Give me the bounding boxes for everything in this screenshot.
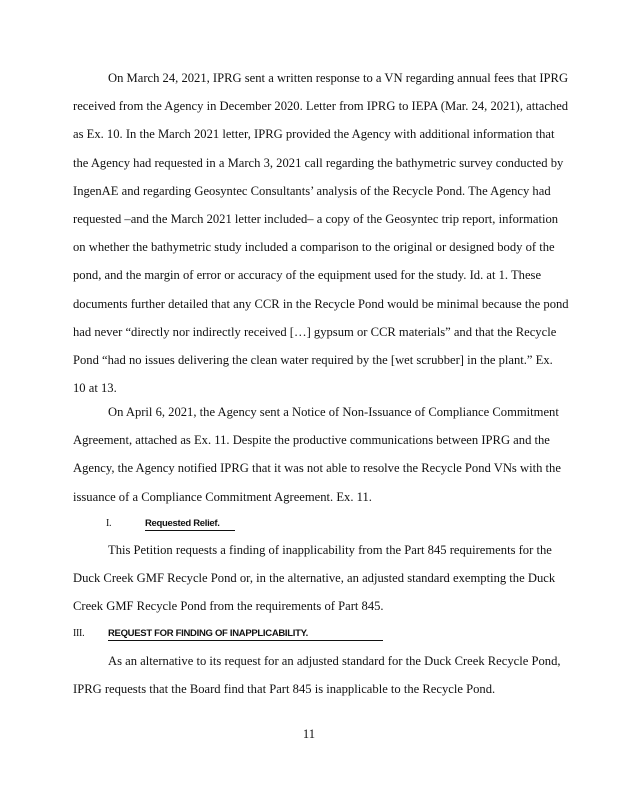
paragraph-alternative-request	[73, 647, 605, 703]
section-title: REQUEST FOR FINDING OF INAPPLICABILITY.	[108, 628, 308, 639]
text-line: IngenAE and regarding Geosyntec Consultants’ analysis of the Recycle Pond. The Agency had	[73, 183, 551, 198]
text-line: issuance of a Compliance Commitment Agreement. Ex. 11.	[73, 489, 372, 504]
section-number: III.	[73, 628, 85, 639]
text-line: requested –and the March 2021 letter included– a copy of the Geosyntec trip report, information	[73, 211, 559, 226]
text-line: received from the Agency in December 2020. Letter from IPRG to IEPA (Mar. 24, 2021), attached	[73, 99, 569, 114]
text-line: pond, and the margin of error or accuracy of the equipment used for the study. Id. at 1. These	[73, 268, 542, 283]
paragraph-petition-request	[73, 536, 605, 621]
text-line: Agency, the Agency notified IPRG that it was not able to resolve the Recycle Pond VNs with the	[73, 461, 561, 476]
text-line: on whether the bathymetric study included a comparison to the original or designed body of the	[73, 240, 555, 255]
text-line: IPRG requests that the Board find that Part 845 is inapplicable to the Recycle Pond.	[73, 682, 496, 697]
text-line: This Petition requests a finding of inapplicability from the Part 845 requirements for the	[108, 543, 552, 557]
paragraph-non-issuance	[73, 398, 605, 511]
heading-underline	[145, 530, 235, 531]
text-line: On March 24, 2021, IPRG sent a written response to a VN regarding annual fees that IPRG	[108, 71, 569, 85]
page-number: 11	[302, 727, 316, 741]
paragraph-march-letter	[73, 64, 605, 402]
text-line: Creek GMF Recycle Pond from the requirements of Part 845.	[73, 599, 384, 614]
text-line: Duck Creek GMF Recycle Pond or, in the alternative, an adjusted standard exempting the Duck	[73, 571, 556, 586]
text-line: On April 6, 2021, the Agency sent a Notice of Non-Issuance of Compliance Commitment	[108, 405, 559, 419]
text-line: 10 at 13.	[73, 381, 117, 396]
section-title: Requested Relief.	[145, 518, 220, 529]
text-line: as Ex. 10. In the March 2021 letter, IPRG provided the Agency with additional information that	[73, 127, 555, 142]
text-line: had never “directly nor indirectly received […] gypsum or CCR materials” and that the Recycle	[73, 324, 557, 339]
heading-underline	[108, 640, 383, 641]
text-line: Agreement, attached as Ex. 11. Despite the productive communications between IPRG and the	[73, 433, 550, 448]
text-line: the Agency had requested in a March 3, 2021 call regarding the bathymetric survey conducted by	[73, 155, 564, 170]
text-line: documents further detailed that any CCR in the Recycle Pond would be minimal because the pond	[73, 296, 569, 311]
text-line: As an alternative to its request for an adjusted standard for the Duck Creek Recycle Pond,	[108, 654, 561, 668]
section-number: I.	[106, 518, 112, 529]
text-line: Pond “had no issues delivering the clean water required by the [wet scrubber] in the plant.” Ex.	[73, 352, 553, 367]
